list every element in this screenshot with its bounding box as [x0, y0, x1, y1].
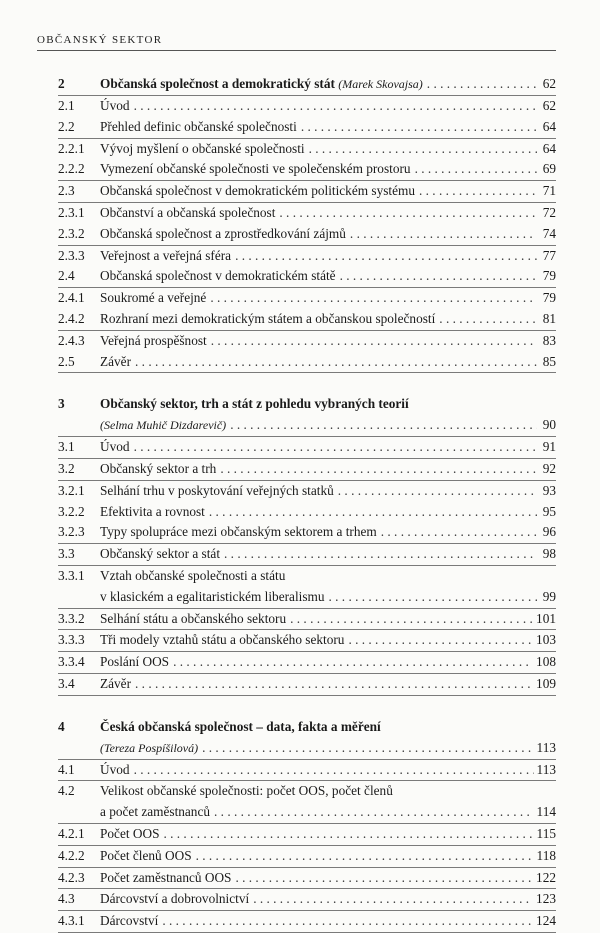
toc-entry-number: 2.4.3 [58, 332, 85, 348]
running-head: OBČANSKÝ SEKTOR [37, 34, 163, 46]
dot-leader [419, 181, 537, 202]
dot-leader [329, 587, 538, 608]
dot-leader [381, 522, 537, 543]
toc-entry-title: v klasickém a egalitaristickém liberalismu [100, 588, 325, 604]
toc-entry-number: 3.3.4 [58, 654, 85, 670]
toc-entry-title: Občanství a občanská společnost [100, 204, 276, 220]
toc-entry-number: 4 [58, 718, 65, 734]
page-number: 92 [542, 460, 556, 476]
page-number: 64 [542, 118, 556, 134]
toc-entry-number: 2 [58, 76, 65, 91]
dot-leader [338, 481, 537, 502]
toc-entry-title: Počet členů OOS [100, 847, 192, 863]
dot-leader [196, 846, 534, 867]
page-number: 124 [536, 913, 556, 929]
dot-leader [301, 117, 537, 138]
chapter-title [100, 73, 427, 95]
page-number: 122 [536, 869, 556, 885]
toc-entry-title: Typy spolupráce mezi občanským sektorem a trhem [100, 524, 377, 540]
toc-entry [58, 716, 556, 738]
toc-entry-title: Úvod [100, 439, 130, 455]
chapter-gap [58, 373, 556, 393]
dot-leader [348, 630, 533, 651]
toc-entry [58, 911, 556, 933]
dot-leader [134, 760, 534, 781]
toc-entry [58, 437, 556, 459]
toc-entry-number: 4.2.3 [58, 869, 85, 885]
toc-entry [58, 352, 556, 374]
toc-entry-number: 4.1 [58, 761, 75, 777]
dot-leader [253, 889, 533, 910]
toc-entry-title: Vztah občanské společnosti a státu [100, 567, 286, 583]
toc-entry-title: Vývoj myšlení o občanské společnosti [100, 140, 305, 156]
toc-entry [58, 246, 556, 267]
dot-leader [162, 911, 533, 932]
toc-entry [58, 587, 556, 609]
page-number: 69 [542, 161, 556, 177]
toc-entry-number: 2.2 [58, 118, 75, 134]
toc-entry [58, 738, 556, 760]
page-number: 91 [542, 439, 556, 455]
toc-entry-title: Efektivita a rovnost [100, 503, 205, 519]
toc-entry-number: 4.2 [58, 783, 75, 799]
toc-entry [58, 522, 556, 544]
toc-entry-number: 2.3.2 [58, 225, 85, 241]
toc-entry [58, 181, 556, 203]
page-number: 108 [536, 654, 556, 670]
page-number: 64 [542, 140, 556, 156]
toc-entry-title: Občanská společnost a zprostředkování zájmů [100, 225, 346, 241]
page-number: 72 [542, 204, 556, 220]
dot-leader [220, 459, 537, 480]
page-number: 74 [542, 225, 556, 241]
dot-leader [340, 266, 537, 287]
toc-entry-title: Přehled definic občanské společnosti [100, 118, 297, 134]
toc-entry [58, 224, 556, 246]
toc-entry-title: Veřejnost a veřejná sféra [100, 247, 232, 263]
toc-entry-number: 3.3.2 [58, 610, 85, 626]
toc-entry-number: 3.3 [58, 546, 75, 562]
page-number: 101 [536, 610, 556, 626]
toc-entry [58, 415, 556, 437]
toc-entry-title: Tři modely vztahů státu a občanského sektoru [100, 632, 345, 648]
toc-entry-number: 4.3.1 [58, 913, 85, 929]
toc-entry [58, 760, 556, 782]
toc-entry-title: Úvod [100, 761, 130, 777]
toc-entry-title: Soukromé a veřejné [100, 290, 207, 306]
toc-entry-number: 2.3 [58, 183, 75, 199]
toc-entry-number: 2.3.1 [58, 204, 85, 220]
toc-entry-number: 2.2.1 [58, 140, 85, 156]
page-number: 62 [542, 76, 556, 91]
page-number: 98 [542, 546, 556, 562]
toc-entry-number: 2.4.2 [58, 310, 85, 326]
page-number: 79 [542, 290, 556, 306]
toc-entry [58, 889, 556, 911]
toc-entry [58, 459, 556, 481]
toc-entry-number: 2.4.1 [58, 290, 85, 306]
toc-entry-number: 3 [58, 396, 65, 412]
dot-leader [202, 738, 533, 759]
toc-entry [58, 566, 556, 587]
toc-entry [58, 393, 556, 415]
toc-entry-title: Vymezení občanské společnosti ve společenském prostoru [100, 161, 411, 177]
toc-entry-number: 2.1 [58, 98, 75, 113]
page-number: 71 [542, 183, 556, 199]
toc-entry [58, 96, 556, 117]
toc-chapter [58, 716, 556, 933]
page-number: 103 [536, 632, 556, 648]
dot-leader [163, 824, 533, 845]
page-number: 99 [542, 588, 556, 604]
page-number: 113 [536, 739, 556, 755]
toc-entry-number: 2.3.3 [58, 247, 85, 263]
dot-leader [210, 288, 537, 309]
dot-leader [427, 73, 537, 95]
dot-leader [350, 224, 537, 245]
toc-entry [58, 117, 556, 139]
chapter-author: (Selma Muhič Dizdarevič) [100, 418, 227, 433]
dot-leader [439, 309, 537, 330]
chapter-author: (Marek Skovajsa) [338, 77, 423, 91]
dot-leader [230, 415, 537, 436]
toc-entry-title: Veřejná prospěšnost [100, 332, 207, 348]
toc-entry [58, 652, 556, 674]
toc-entry-number: 3.3.1 [58, 567, 85, 583]
toc-entry-number: 4.2.1 [58, 825, 85, 841]
toc-entry [58, 502, 556, 523]
page-number: 123 [536, 891, 556, 907]
toc-entry-title: Úvod [100, 98, 130, 113]
chapter-title-text: Občanská společnost a demokratický stát [100, 76, 335, 91]
dot-leader [214, 802, 534, 823]
dot-leader [135, 352, 537, 373]
toc-entry-title: Občanský sektor a trh [100, 460, 217, 476]
dot-leader [209, 502, 537, 523]
toc-entry-number: 3.2.2 [58, 503, 85, 519]
toc-entry [58, 846, 556, 868]
page-number: 114 [536, 804, 556, 820]
dot-leader [279, 203, 537, 224]
toc-entry-number: 3.3.3 [58, 632, 85, 648]
toc-entry [58, 309, 556, 331]
toc-entry-title: Občanská společnost v demokratickém politickém systému [100, 183, 415, 199]
toc-entry-number: 4.2.2 [58, 847, 85, 863]
dot-leader [235, 868, 533, 889]
toc-entry [58, 139, 556, 160]
dot-leader [235, 246, 537, 267]
table-of-contents [58, 73, 556, 933]
page-number: 118 [536, 847, 556, 863]
toc-entry-title: Dárcovství [100, 913, 159, 929]
toc-entry-number: 3.1 [58, 439, 75, 455]
toc-chapter [58, 73, 556, 373]
chapter-title: Občanský sektor, trh a stát z pohledu vybraných teorií [100, 396, 409, 412]
toc-entry [58, 609, 556, 631]
toc-entry-number: 3.2.1 [58, 482, 85, 498]
toc-entry [58, 331, 556, 352]
page-number: 93 [542, 482, 556, 498]
toc-entry-title: Selhání trhu v poskytování veřejných statků [100, 482, 334, 498]
toc-entry [58, 159, 556, 181]
header-rule [37, 50, 556, 51]
toc-entry [58, 544, 556, 566]
toc-entry [58, 266, 556, 288]
page-number: 95 [542, 503, 556, 519]
page-number: 62 [542, 98, 556, 113]
toc-entry-number: 3.4 [58, 675, 75, 691]
toc-entry-title: Selhání státu a občanského sektoru [100, 610, 287, 626]
dot-leader [173, 652, 533, 673]
dot-leader [211, 331, 537, 352]
toc-entry-number: 2.2.2 [58, 161, 85, 177]
toc-entry-number: 3.2 [58, 460, 75, 476]
toc-entry-title: Občanská společnost v demokratickém státě [100, 268, 336, 284]
dot-leader [134, 96, 537, 117]
page-number: 83 [542, 332, 556, 348]
toc-entry [58, 674, 556, 696]
toc-entry-title: Občanský sektor a stát [100, 546, 221, 562]
toc-entry-title: a počet zaměstnanců [100, 804, 211, 820]
toc-entry-title: Počet zaměstnanců OOS [100, 869, 232, 885]
toc-entry-title: Závěr [100, 675, 132, 691]
dot-leader [224, 544, 537, 565]
chapter-gap [58, 696, 556, 716]
page-number: 109 [536, 675, 556, 691]
page-number: 79 [542, 268, 556, 284]
dot-leader [134, 437, 537, 458]
page-number: 77 [542, 247, 556, 263]
toc-entry [58, 781, 556, 802]
page-number: 90 [542, 417, 556, 433]
toc-entry-title: Dárcovství a dobrovolnictví [100, 891, 250, 907]
page-number: 81 [542, 310, 556, 326]
toc-entry-number: 2.5 [58, 353, 75, 369]
toc-entry [58, 481, 556, 502]
chapter-author: (Tereza Pospíšilová) [100, 740, 199, 755]
toc-entry-number: 4.3 [58, 891, 75, 907]
dot-leader [135, 674, 533, 695]
toc-entry [58, 802, 556, 824]
toc-entry-number: 3.2.3 [58, 524, 85, 540]
toc-entry-title: Velikost občanské společnosti: počet OOS, počet členů [100, 783, 393, 799]
page-number: 115 [536, 825, 556, 841]
toc-entry-title: Rozhraní mezi demokratickým státem a občanskou společností [100, 310, 436, 326]
toc-chapter [58, 393, 556, 695]
dot-leader [290, 609, 533, 630]
toc-entry [58, 288, 556, 309]
toc-entry [58, 630, 556, 652]
page-number: 113 [536, 761, 556, 777]
toc-entry-title: Poslání OOS [100, 654, 170, 670]
toc-entry-title: Počet OOS [100, 825, 160, 841]
page-number: 85 [542, 353, 556, 369]
toc-entry [58, 73, 556, 96]
dot-leader [309, 139, 537, 160]
toc-entry-number: 2.4 [58, 268, 75, 284]
toc-entry [58, 868, 556, 890]
toc-entry [58, 203, 556, 224]
toc-entry-title: Závěr [100, 353, 132, 369]
dot-leader [415, 159, 537, 180]
toc-entry [58, 824, 556, 846]
chapter-title: Česká občanská společnost – data, fakta a měření [100, 718, 381, 734]
page-number: 96 [542, 524, 556, 540]
